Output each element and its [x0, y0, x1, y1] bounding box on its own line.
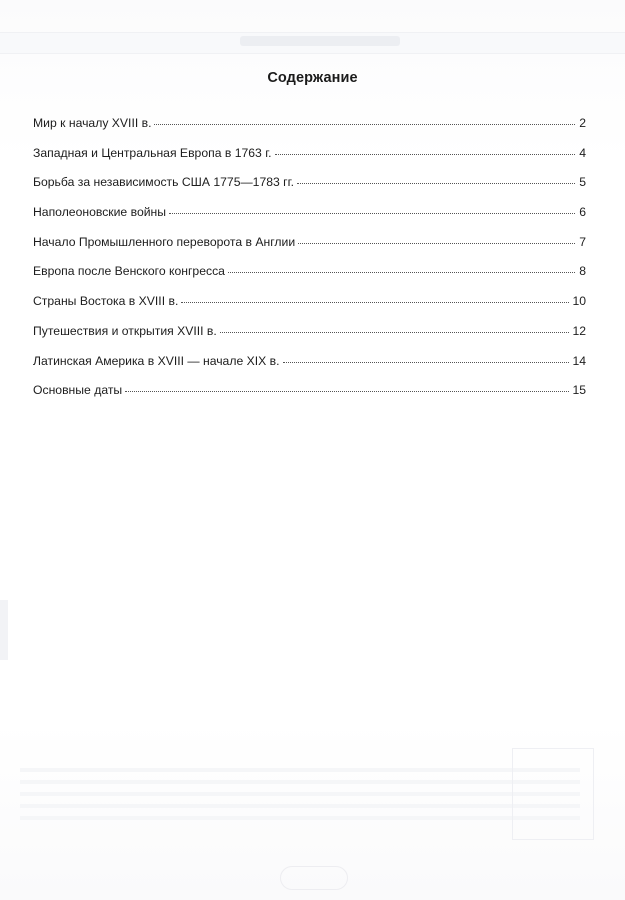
toc-item[interactable] — [33, 293, 586, 323]
page-title: Содержание — [267, 69, 358, 86]
toc-item-label: Основные даты — [33, 383, 123, 398]
table-of-contents — [33, 115, 586, 412]
toc-item-page: 2 — [579, 116, 586, 130]
toc-item[interactable] — [33, 234, 586, 264]
toc-item-label: Западная и Центральная Европа в 1763 г. — [33, 145, 272, 160]
toc-leader-dots — [228, 271, 575, 273]
toc-leader-dots — [169, 212, 575, 214]
bleed-through-box — [512, 748, 594, 840]
toc-item-page: 7 — [579, 234, 586, 249]
toc-item-page: 4 — [579, 145, 586, 160]
toc-item-page: 6 — [579, 205, 586, 220]
toc-item[interactable] — [33, 115, 586, 145]
toc-item[interactable] — [33, 263, 586, 293]
toc-item-label: Мир к началу XVIII в. — [33, 116, 152, 130]
toc-leader-dots — [298, 242, 575, 244]
bleed-through-text — [20, 768, 580, 828]
toc-item[interactable] — [33, 382, 586, 412]
toc-leader-dots — [283, 361, 570, 363]
toc-item-page: 10 — [572, 294, 586, 309]
toc-item-page: 8 — [579, 264, 586, 279]
toc-item-label: Борьба за независимость США 1775—1783 гг. — [33, 175, 294, 190]
toc-item-page: 14 — [572, 353, 586, 368]
toc-item-label: Латинская Америка в XVIII — начале XIX в. — [33, 353, 280, 368]
toc-item-page: 15 — [572, 383, 586, 398]
toc-item-label: Наполеоновские войны — [33, 205, 167, 220]
toc-item[interactable] — [33, 145, 586, 175]
toc-item-label: Страны Востока в XVIII в. — [33, 294, 179, 309]
bleed-through-footer — [280, 866, 348, 890]
toc-leader-dots — [125, 390, 569, 392]
toc-leader-dots — [220, 331, 570, 333]
toc-item-page: 5 — [579, 175, 586, 190]
toc-leader-dots — [181, 301, 569, 303]
toc-leader-dots — [275, 153, 575, 155]
toc-item[interactable] — [33, 174, 586, 204]
toc-item[interactable] — [33, 204, 586, 234]
toc-leader-dots — [297, 182, 575, 184]
toc-leader-dots — [154, 123, 575, 125]
toc-item-page: 12 — [572, 323, 586, 338]
toc-item-label: Начало Промышленного переворота в Англии — [33, 234, 296, 249]
bleed-through-edge — [0, 600, 8, 660]
toc-item-label: Европа после Венского конгресса — [33, 264, 225, 279]
toc-item[interactable] — [33, 353, 586, 383]
bleed-through-header-text — [240, 36, 400, 46]
toc-item[interactable] — [33, 323, 586, 353]
toc-item-label: Путешествия и открытия XVIII в. — [33, 323, 217, 338]
